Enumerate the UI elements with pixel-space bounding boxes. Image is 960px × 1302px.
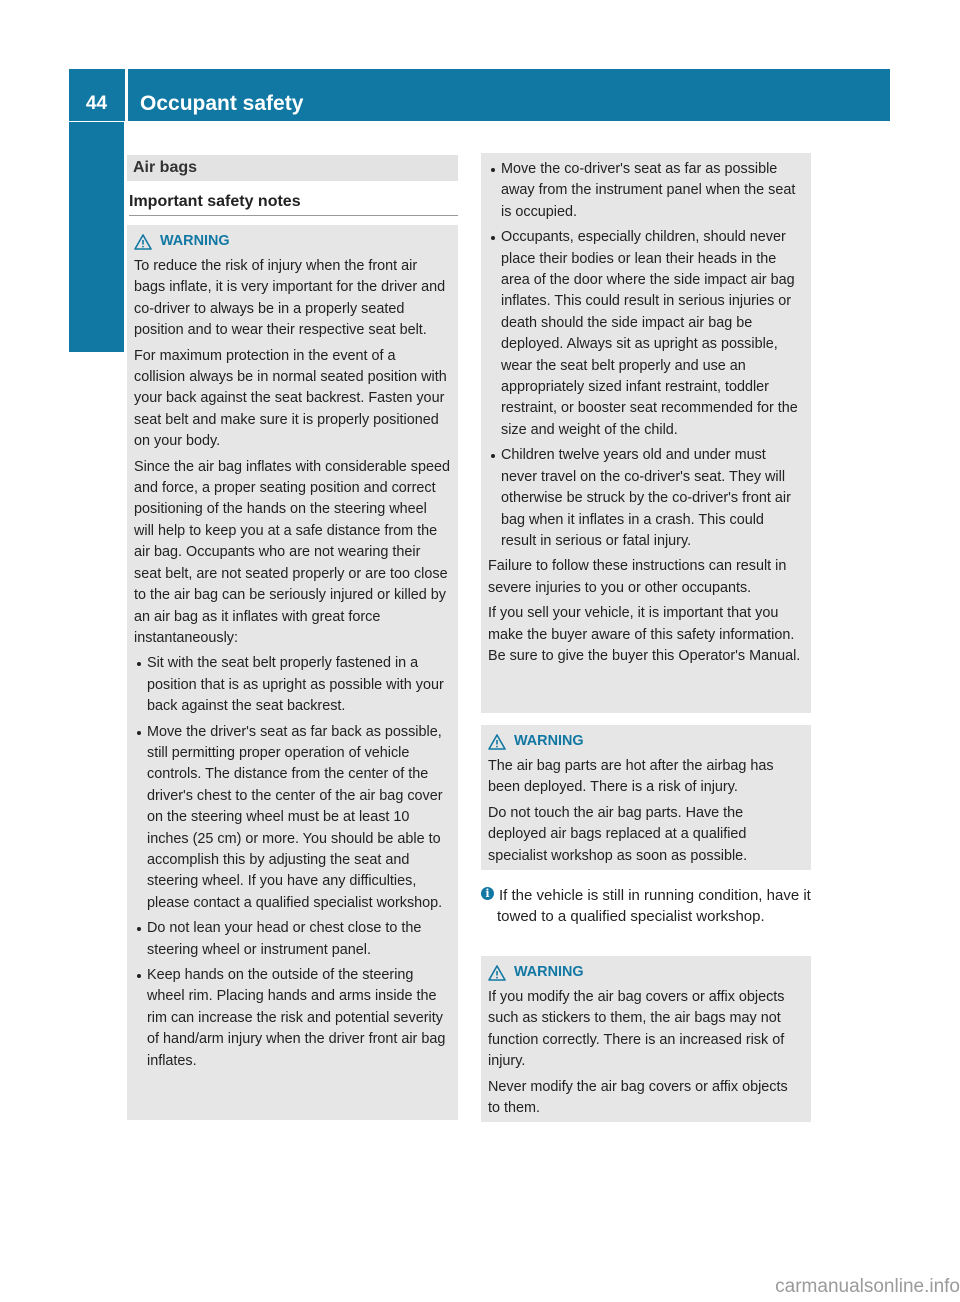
section-heading: Air bags [127,155,458,181]
info-text: If the vehicle is still in running condition, have it towed to a qualified specialist workshop. [497,887,811,926]
warning-paragraph: Since the air bag inflates with considerable speed and force, a proper seating position and correct positioning of the hands on the steering wheel will help to keep you at a safe distance from the air bag. Occupants who are not wearing their seat belt, are not seated properly or are too close to the air bag can be seriously injured or killed by an air bag as it inflates with great force instantaneously: [134,458,450,646]
side-tab-label: Safety [90,276,115,343]
warning-label: WARNING [514,964,584,980]
watermark-text: carmanualsonline.info [775,1276,960,1297]
warning-label: WARNING [514,733,584,749]
warning-bullet-list [488,159,803,552]
warning-paragraph: If you sell your vehicle, it is important that you make the buyer aware of this safety information. Be sure to give the buyer this Operator's Manual. [488,605,801,664]
warning-triangle-icon [488,965,506,981]
warning-triangle-icon [134,234,152,250]
list-item: Keep hands on the outside of the steering wheel rim. Placing hands and arms inside the rim can increase the risk and potential severity of hand/arm injury when the driver front air bag inflates. [134,965,450,1072]
list-item: Move the driver's seat as far back as possible, still permitting proper operation of vehicle controls. The distance from the center of the driver's chest to the center of the air bag cover on the steering wheel must be at least 10 inches (25 cm) or more. You should be able to accomplish this by adjusting the seat and steering wheel. If you have any difficulties, please contact a qualified specialist workshop. [134,722,450,915]
warning-bullet-list [134,653,450,1072]
list-item: Occupants, especially children, should never place their bodies or lean their heads in the area of the door where the side impact air bag inflates. This could result in serious injuries or death should the side impact air bag be deployed. Always sit as upright as possible, wear the seat belt properly and use an appropriately sized infant restraint, toddler restraint, or booster seat recommended for the size and weight of the child. [488,227,803,441]
warning-triangle-icon [488,734,506,750]
warning-paragraph: Failure to follow these instructions can result in severe injuries to you or other occupants. [488,558,787,596]
page-number: 44 [85,93,108,114]
list-item: Do not lean your head or chest close to the steering wheel or instrument panel. [134,918,450,961]
warning-box-2 [481,725,811,870]
warning-label: WARNING [160,233,230,249]
info-icon: i [481,887,494,900]
section-subheading: Important safety notes [129,193,458,216]
warning-paragraph: The air bag parts are hot after the airbag has been deployed. There is a risk of injury. [488,758,774,796]
warning-box-3 [481,956,811,1122]
warning-box-1 [127,225,458,1120]
warning-header [488,731,803,752]
warning-header [134,231,450,252]
warning-box-1-continued [481,153,811,713]
info-note [481,885,813,928]
list-item: Move the co-driver's seat as far as possible away from the instrument panel when the seat is occupied. [488,159,803,223]
warning-paragraph: Do not touch the air bag parts. Have the deployed air bags replaced at a qualified specialist workshop as soon as possible. [488,804,748,864]
warning-header [488,962,803,983]
warning-paragraph: To reduce the risk of injury when the front air bags inflate, it is very important for the driver and co-driver to always be in a properly seated position and to wear their respective seat belt. [134,258,446,339]
warning-paragraph: Never modify the air bag covers or affix objects to them. [488,1078,788,1117]
page-title: Occupant safety [140,92,304,115]
list-item: Sit with the seat belt properly fastened in a position that is as upright as possible with your back against the seat backrest. [134,653,450,717]
warning-paragraph: For maximum protection in the event of a collision always be in normal seated position with your back against the seat backrest. Fasten your seat belt and make sure it is properly positioned on your body. [134,347,447,450]
warning-paragraph: If you modify the air bag covers or affix objects such as stickers to them, the air bags may not function correctly. There is an increased risk of injury. [488,989,785,1070]
header-divider [125,69,128,121]
list-item: Children twelve years old and under must never travel on the co-driver's seat. They will otherwise be struck by the co-driver's front air bag when it inflates in a crash. This could result in serious or fatal injury. [488,445,803,552]
